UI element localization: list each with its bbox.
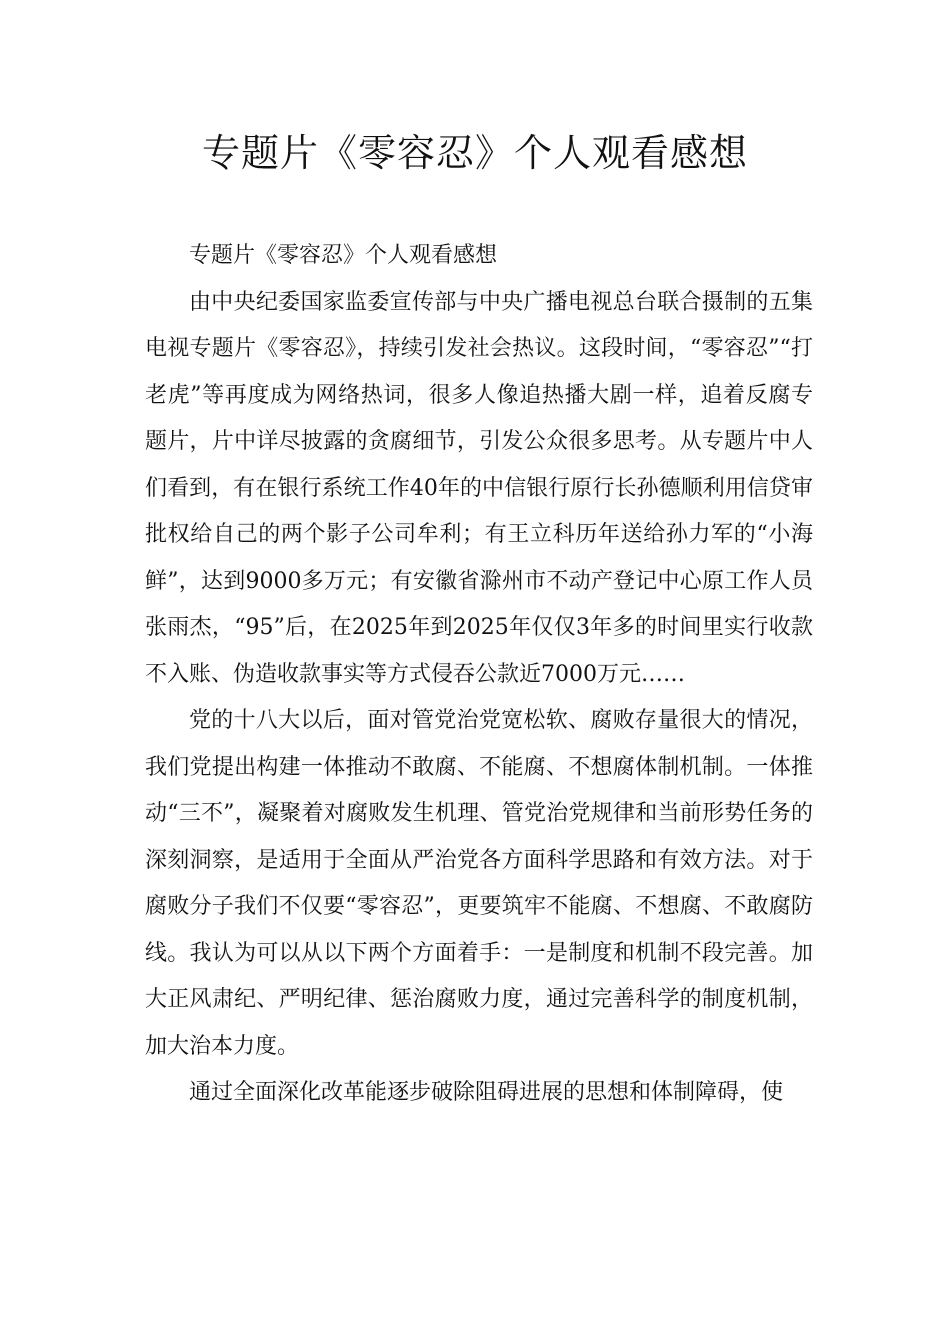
paragraph-intro: 由中央纪委国家监委宣传部与中央广播电视总台联合摄制的五集电视专题片《零容忍》，持续引发社会热议。这段时间，“零容忍”“打老虎”等再度成为网络热词，很多人像追热播大剧一样，追着反腐专题片，片中详尽披露的贪腐细节，引发公众很多思考。从专题片中人们看到，有在银行系统工作40年的中信银行原行长孙德顺利用信贷审批权给自己的两个影子公司牟利；有王立科历年送给孙力军的“小海鲜”，达到9000多万元；有安徽省滁州市不动产登记中心原工作人员张雨杰，“95”后，在2025年到2025年仅仅3年多的时间里实行收款不入账、伪造收款事实等方式侵吞公款近7000万元…… bbox=[145, 289, 813, 687]
subtitle-paragraph: 专题片《零容忍》个人观看感想 bbox=[189, 243, 498, 268]
paragraph-reform: 通过全面深化改革能逐步破除阻碍进展的思想和体制障碍，使 bbox=[189, 1080, 784, 1105]
document-title: 专题片《零容忍》个人观看感想 bbox=[201, 131, 748, 175]
paragraph-measures: 党的十八大以后，面对管党治党宽松软、腐败存量很大的情况，我们党提出构建一体推动不敢腐、不能腐、不想腐体制机制。一体推动“三不”，凝聚着对腐败发生机理、管党治党规律和当前形势任务的深刻洞察，是适用于全面从严治党各方面科学思路和有效方法。对于腐败分子我们不仅要“零容忍”，更要筑牢不能腐、不想腐、不敢腐防线。我认为可以从以下两个方面着手：一是制度和机制不段完善。加大正风肃纪、严明纪律、惩治腐败力度，通过完善科学的制度机制，加大治本力度。 bbox=[145, 708, 813, 1059]
document-body bbox=[145, 233, 813, 1117]
